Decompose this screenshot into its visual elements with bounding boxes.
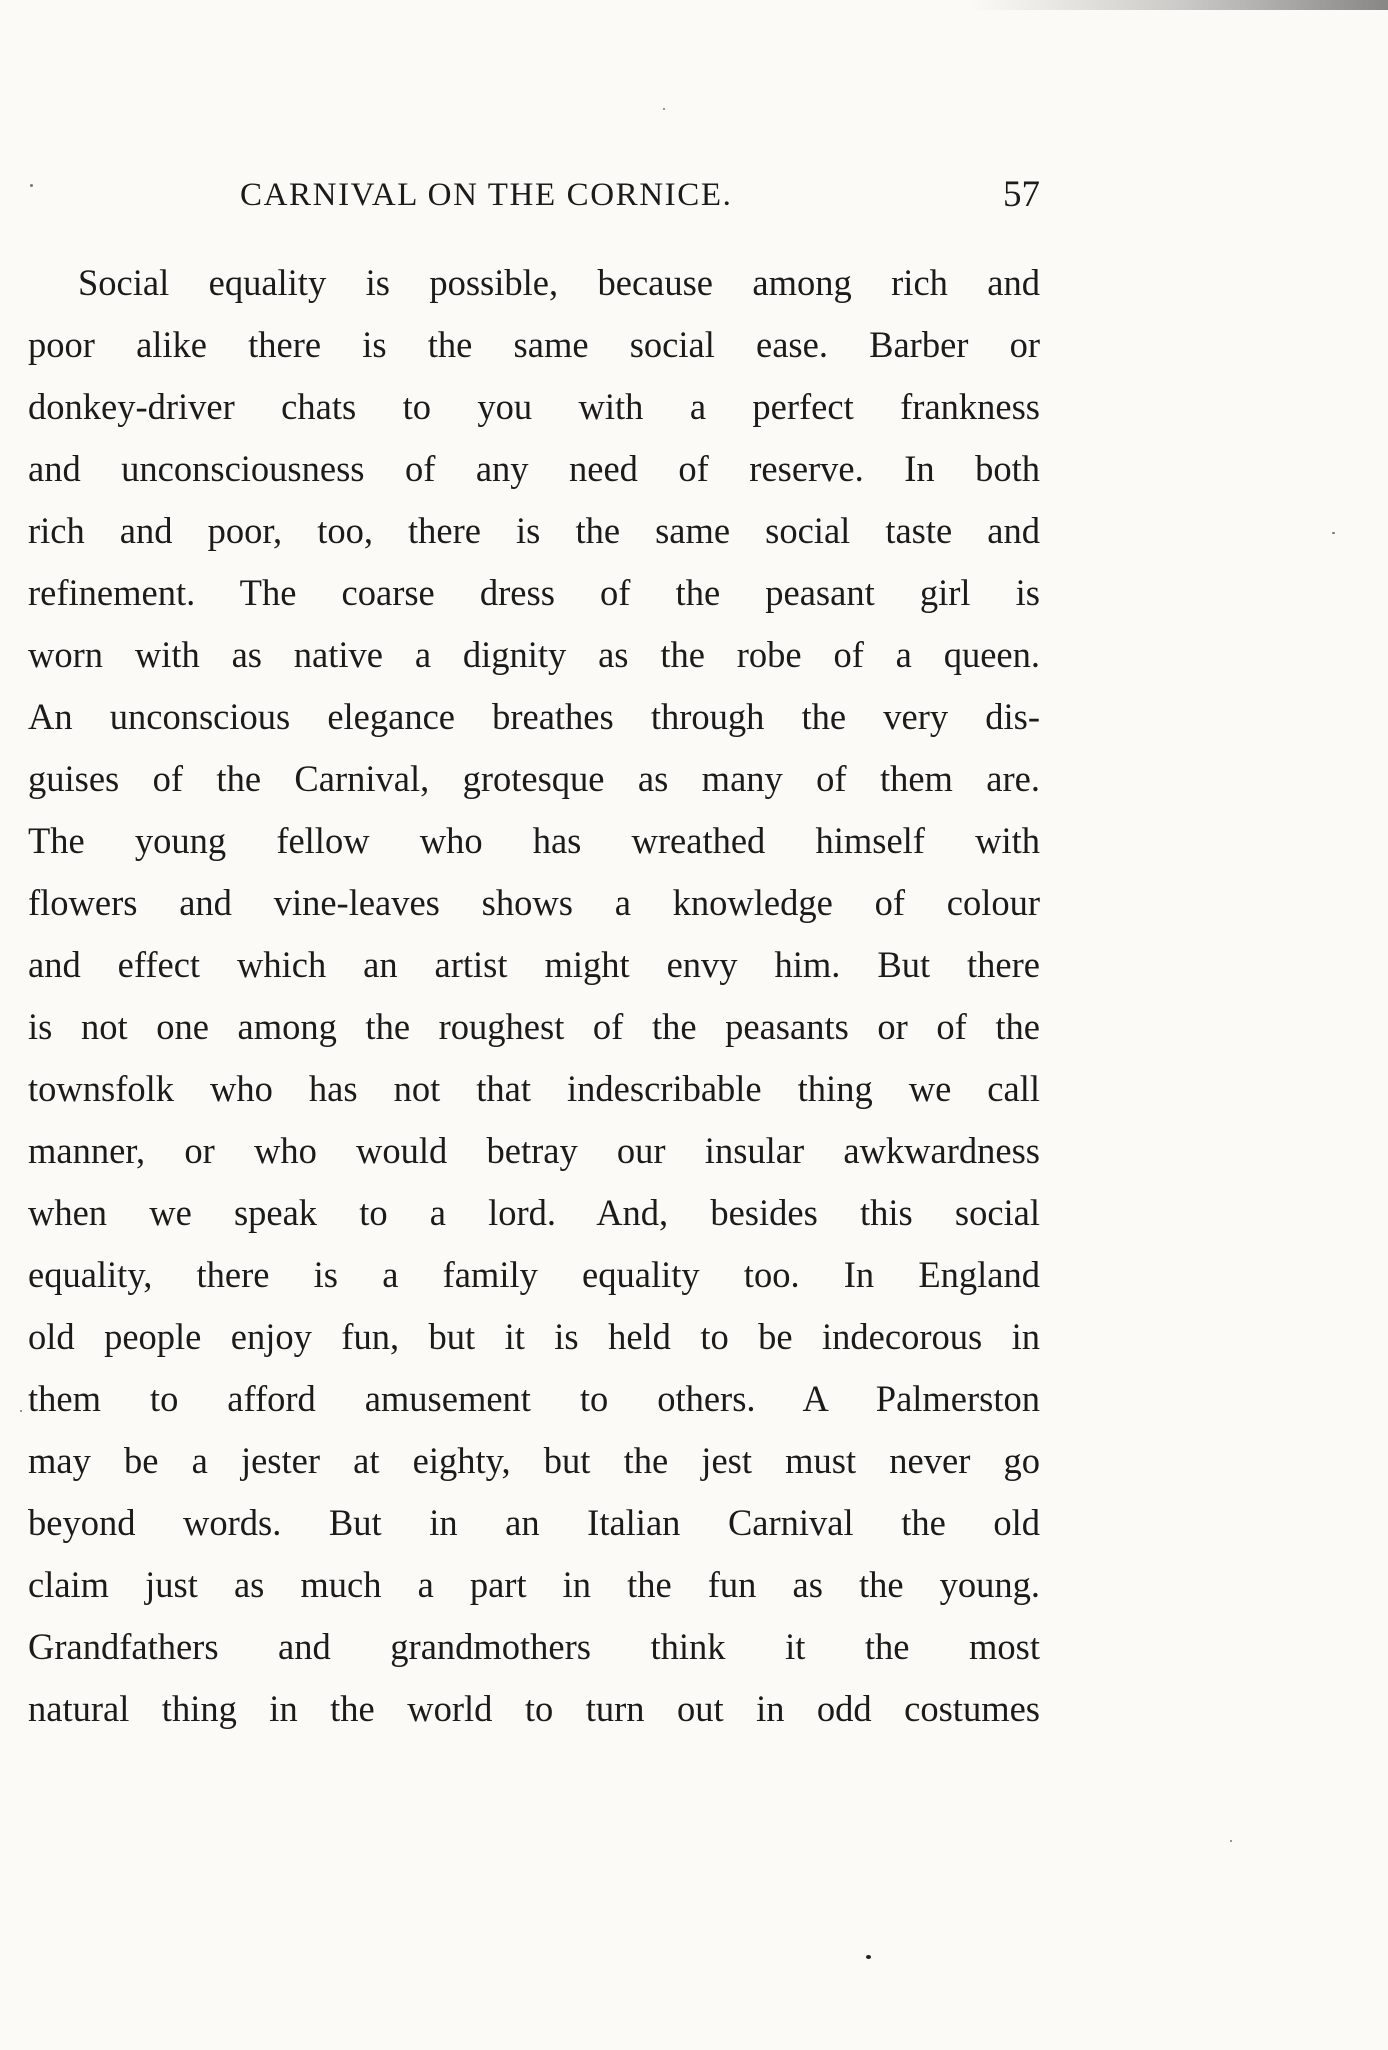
- text-line: townsfolk who has not that indescribable thing we call: [28, 1068, 1040, 1109]
- text-line: when we speak to a lord. And, besides this social: [28, 1192, 1040, 1233]
- paper-speck: [866, 1955, 871, 1959]
- page-number: 57: [1003, 174, 1040, 215]
- text-line: worn with as native a dignity as the robe of a queen.: [28, 634, 1040, 675]
- text-line: them to afford amusement to others. A Palmerston: [28, 1378, 1040, 1419]
- text-line: old people enjoy fun, but it is held to be indecorous in: [28, 1316, 1040, 1357]
- text-line: flowers and vine-leaves shows a knowledge of colour: [28, 882, 1040, 923]
- running-title: CARNIVAL ON THE CORNICE.: [240, 177, 733, 213]
- text-line: The young fellow who has wreathed himself with: [28, 820, 1040, 861]
- text-line: Social equality is possible, because among rich and: [78, 262, 1040, 303]
- text-line: may be a jester at eighty, but the jest must never go: [28, 1440, 1040, 1481]
- text-line: and unconsciousness of any need of reserve. In both: [28, 448, 1040, 489]
- text-line: refinement. The coarse dress of the peasant girl is: [28, 572, 1040, 613]
- paper-speck: [1230, 1840, 1232, 1842]
- text-line: Grandfathers and grandmothers think it the most: [28, 1626, 1040, 1667]
- paper-speck: [20, 1410, 22, 1412]
- paper-speck: [30, 184, 33, 187]
- text-line: beyond words. But in an Italian Carnival the old: [28, 1502, 1040, 1543]
- text-line: guises of the Carnival, grotesque as many of them are.: [28, 758, 1040, 799]
- paper-speck: [663, 108, 665, 110]
- text-line: natural thing in the world to turn out in odd costumes: [28, 1688, 1040, 1729]
- text-line: An unconscious elegance breathes through the very dis-: [28, 696, 1040, 737]
- text-line: claim just as much a part in the fun as the young.: [28, 1564, 1040, 1605]
- paper-speck: [1332, 532, 1335, 534]
- text-line: is not one among the roughest of the peasants or of the: [28, 1006, 1040, 1047]
- body-text: [28, 252, 1040, 1740]
- text-line: donkey-driver chats to you with a perfect frankness: [28, 386, 1040, 427]
- text-line: equality, there is a family equality too. In England: [28, 1254, 1040, 1295]
- running-header: [30, 170, 1040, 220]
- text-line: rich and poor, too, there is the same social taste and: [28, 510, 1040, 551]
- text-line: manner, or who would betray our insular awkwardness: [28, 1130, 1040, 1171]
- text-line: poor alike there is the same social ease. Barber or: [28, 324, 1040, 365]
- scan-edge-shadow: [0, 0, 1388, 10]
- text-line: and effect which an artist might envy him. But there: [28, 944, 1040, 985]
